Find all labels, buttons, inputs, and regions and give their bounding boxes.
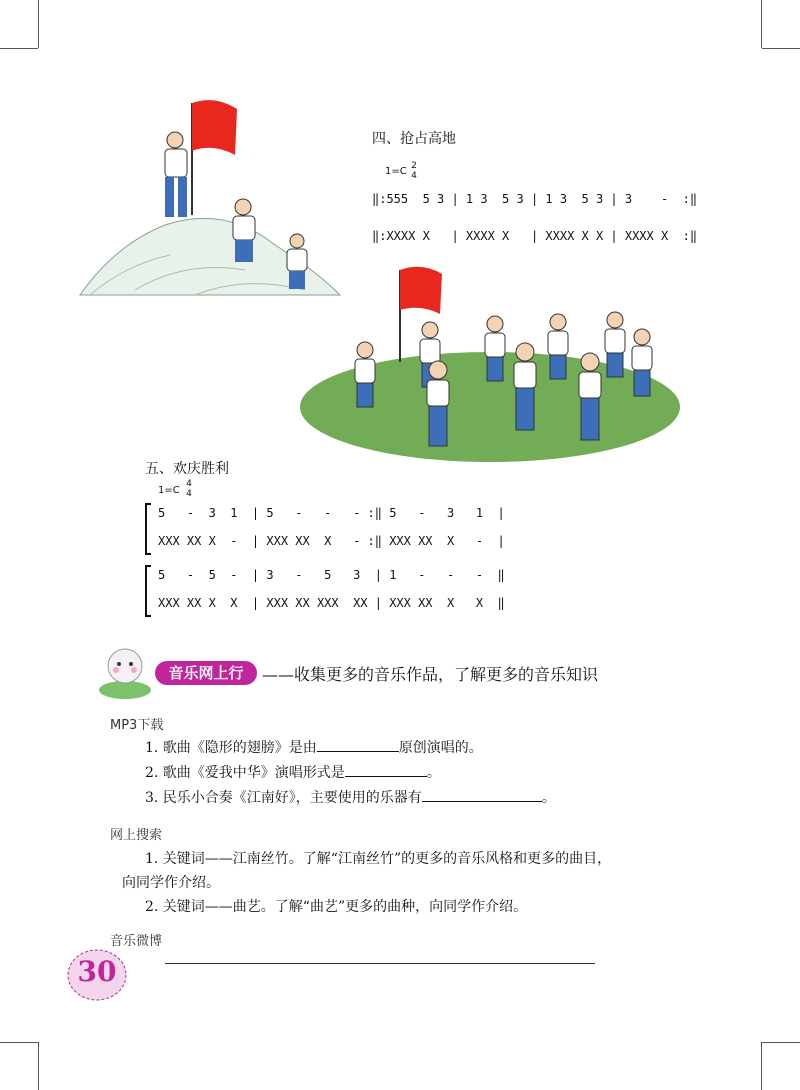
crop-mark [38,0,39,48]
system-brace [145,503,151,555]
q3-text: 3. 民乐小合奏《江南好》，主要使用的乐器有 [145,790,422,806]
web-section-tag: 音乐网上行 [155,661,257,685]
crop-mark [0,48,38,49]
section-5-time-bottom: 4 [186,489,192,499]
section-5-title: 五、欢庆胜利 [145,461,229,477]
section-4-title: 四、抢占高地 [372,131,456,147]
weibo-write-line[interactable] [165,963,595,964]
mp3-question-2 [145,762,441,782]
crop-mark [761,0,762,48]
crop-mark [762,48,800,49]
crop-mark [38,1042,39,1090]
section-5-row2-rhythm: XXX XX X X | XXX XX XXX XX | XXX XX X X ‖ [158,596,505,610]
q1-blank[interactable] [317,737,399,752]
search-item-1-line-1: 1. 关键词——江南丝竹。了解“江南丝竹”的更多的音乐风格和更多的曲目， [145,851,612,867]
mascot-icon [95,640,155,700]
section-4-key: 1=C [385,166,407,177]
q3-suffix: 。 [541,790,556,806]
q1-suffix: 原创演唱的。 [398,740,483,756]
crop-mark [761,1042,762,1090]
section-4-rhythm: ‖:XXXX X | XXXX X | XXXX X X | XXXX X :‖ [372,229,698,243]
weibo-label: 音乐微博 [110,934,163,949]
section-4-melody: ‖:555 5 3 | 1 3 5 3 | 1 3 5 3 | 3 - :‖ [372,192,698,206]
system-brace [145,565,151,617]
mp3-label: MP3下载 [110,718,164,733]
section-5-time-top: 4 [186,479,192,489]
search-label: 网上搜索 [110,828,163,843]
crop-mark [0,1042,38,1043]
section-5-key: 1=C [158,485,180,496]
section-4-time-top: 2 [411,161,417,171]
section-4-time-bottom: 4 [411,171,417,181]
q2-text: 2. 歌曲《爱我中华》演唱形式是 [145,765,345,781]
mp3-question-3 [145,787,556,807]
section-5-row2-melody: 5 - 5 - | 3 - 5 3 | 1 - - - ‖ [158,568,505,582]
q2-blank[interactable] [345,762,427,777]
search-item-2: 2. 关键词——曲艺。了解“曲艺”更多的曲种，向同学作介绍。 [145,899,528,915]
q3-blank[interactable] [422,787,542,802]
page-number: 30 [77,955,117,988]
q2-suffix: 。 [426,765,441,781]
section-5-row1-rhythm: XXX XX X - | XXX XX X - :‖ XXX XX X - | [158,534,505,548]
mp3-question-1 [145,737,483,757]
web-section-subtitle: ——收集更多的音乐作品，了解更多的音乐知识 [262,665,599,684]
dancing-circle-illustration [290,262,690,472]
search-item-1-line-2: 向同学作介绍。 [122,875,220,891]
section-5-row1-melody: 5 - 3 1 | 5 - - - :‖ 5 - 3 1 | [158,506,505,520]
q1-text: 1. 歌曲《隐形的翅膀》是由 [145,740,317,756]
crop-mark [762,1042,800,1043]
